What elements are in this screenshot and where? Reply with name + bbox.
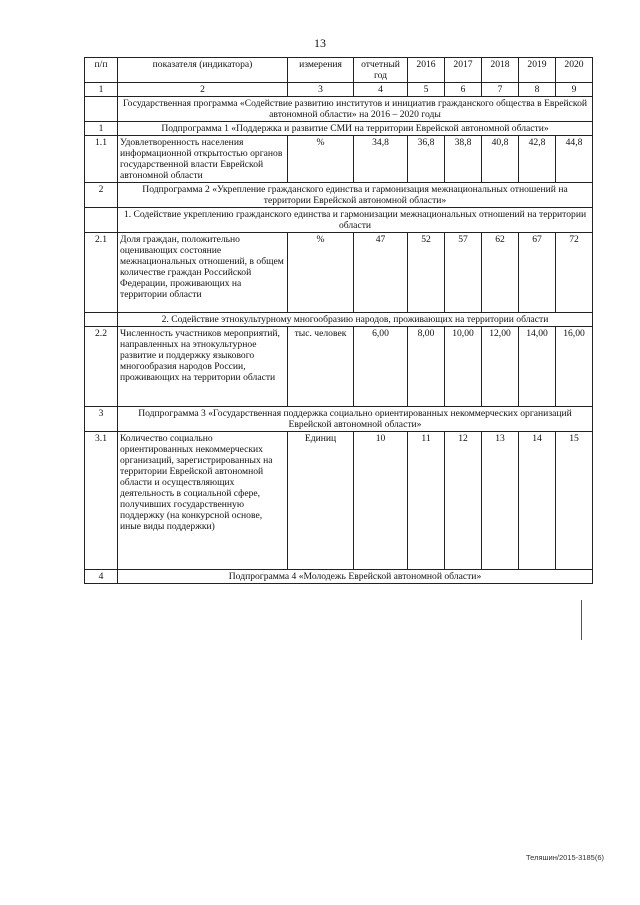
value-cell: 47 [354, 233, 408, 313]
header-year-2016: 2016 [408, 58, 445, 83]
table-row [85, 327, 593, 407]
value-cell: 6,00 [354, 327, 408, 407]
header-num: п/п [85, 58, 118, 83]
row-num: 3.1 [85, 432, 118, 570]
program-title-row [85, 97, 593, 122]
value-cell: 72 [556, 233, 593, 313]
header-indicator: показателя (индикатора) [118, 58, 288, 83]
table-row [85, 432, 593, 570]
subprogram-2-row [85, 183, 593, 208]
subprogram-1-row [85, 122, 593, 136]
col-number: 6 [445, 83, 482, 97]
col-number: 5 [408, 83, 445, 97]
scan-mark [581, 600, 582, 640]
value-cell: 8,00 [408, 327, 445, 407]
value-cell: 14,00 [519, 327, 556, 407]
value-cell: 67 [519, 233, 556, 313]
subprogram-num: 2 [85, 183, 118, 208]
row-num: 1.1 [85, 136, 118, 183]
indicator-unit: % [288, 233, 354, 313]
column-number-row [85, 83, 593, 97]
row-num: 2.2 [85, 327, 118, 407]
header-year-2017: 2017 [445, 58, 482, 83]
table-row [85, 136, 593, 183]
indicators-table [84, 57, 593, 584]
subprogram-title: Подпрограмма 4 «Молодежь Еврейской автономной области» [118, 570, 593, 584]
indicator-unit: тыс. человек [288, 327, 354, 407]
program-title: Государственная программа «Содействие развитию институтов и инициатив гражданского общества в Еврейской автономной области» на 2016 – 2020 годы [118, 97, 593, 122]
page-number: 13 [314, 36, 326, 50]
value-cell: 62 [482, 233, 519, 313]
header-year-2018: 2018 [482, 58, 519, 83]
subprogram-3-row [85, 407, 593, 432]
subprogram-num: 3 [85, 407, 118, 432]
col-number: 7 [482, 83, 519, 97]
col-number: 3 [288, 83, 354, 97]
task-title: 2. Содействие этнокультурному многообразию народов, проживающих на территории области [118, 313, 593, 327]
col-number: 8 [519, 83, 556, 97]
value-cell: 42,8 [519, 136, 556, 183]
document-footer: Теляшин/2015-3185(6) [526, 853, 604, 862]
header-year-2020: 2020 [556, 58, 593, 83]
value-cell: 38,8 [445, 136, 482, 183]
indicator-name: Количество социально ориентированных некоммерческих организаций, зарегистрированных на территории Еврейской автономной области и осуществляющих деятельность в социальной сфере, получивших государственную поддержку (на конкурсной основе, иные виды поддержки) [118, 432, 288, 570]
task-row [85, 313, 593, 327]
value-cell: 34,8 [354, 136, 408, 183]
value-cell: 36,8 [408, 136, 445, 183]
subprogram-title: Подпрограмма 2 «Укрепление гражданского единства и гармонизация межнациональных отношений на территории Еврейской автономной области» [118, 183, 593, 208]
subprogram-num: 1 [85, 122, 118, 136]
value-cell: 40,8 [482, 136, 519, 183]
value-cell: 57 [445, 233, 482, 313]
col-number: 9 [556, 83, 593, 97]
col-number: 1 [85, 83, 118, 97]
value-cell: 14 [519, 432, 556, 570]
task-title: 1. Содействие укреплению гражданского единства и гармонизации межнациональных отношений на территории области [118, 208, 593, 233]
subprogram-title: Подпрограмма 3 «Государственная поддержка социально ориентированных некоммерческих организаций Еврейской автономной области» [118, 407, 593, 432]
value-cell: 10 [354, 432, 408, 570]
indicator-name: Численность участников мероприятий, направленных на этнокультурное развитие и поддержку языкового многообразия народов России, проживающих на территории области [118, 327, 288, 407]
table-header-row [85, 58, 593, 83]
value-cell: 44,8 [556, 136, 593, 183]
header-unit: измерения [288, 58, 354, 83]
subprogram-4-row [85, 570, 593, 584]
row-num: 2.1 [85, 233, 118, 313]
indicator-name: Доля граждан, положительно оценивающих состояние межнациональных отношений, в общем количестве граждан Российской Федерации, проживающих на территории области [118, 233, 288, 313]
subprogram-title: Подпрограмма 1 «Поддержка и развитие СМИ на территории Еврейской автономной области» [118, 122, 593, 136]
value-cell: 52 [408, 233, 445, 313]
value-cell: 10,00 [445, 327, 482, 407]
header-year-2019: 2019 [519, 58, 556, 83]
value-cell: 11 [408, 432, 445, 570]
value-cell: 16,00 [556, 327, 593, 407]
value-cell: 12 [445, 432, 482, 570]
col-number: 2 [118, 83, 288, 97]
indicator-unit: % [288, 136, 354, 183]
indicator-name: Удовлетворенность населения информационной открытостью органов государственной власти Еврейской автономной области [118, 136, 288, 183]
value-cell: 15 [556, 432, 593, 570]
indicator-unit: Единиц [288, 432, 354, 570]
task-row [85, 208, 593, 233]
value-cell: 13 [482, 432, 519, 570]
col-number: 4 [354, 83, 408, 97]
subprogram-num: 4 [85, 570, 118, 584]
value-cell: 12,00 [482, 327, 519, 407]
header-report-year: отчетный год [354, 58, 408, 83]
table-row [85, 233, 593, 313]
